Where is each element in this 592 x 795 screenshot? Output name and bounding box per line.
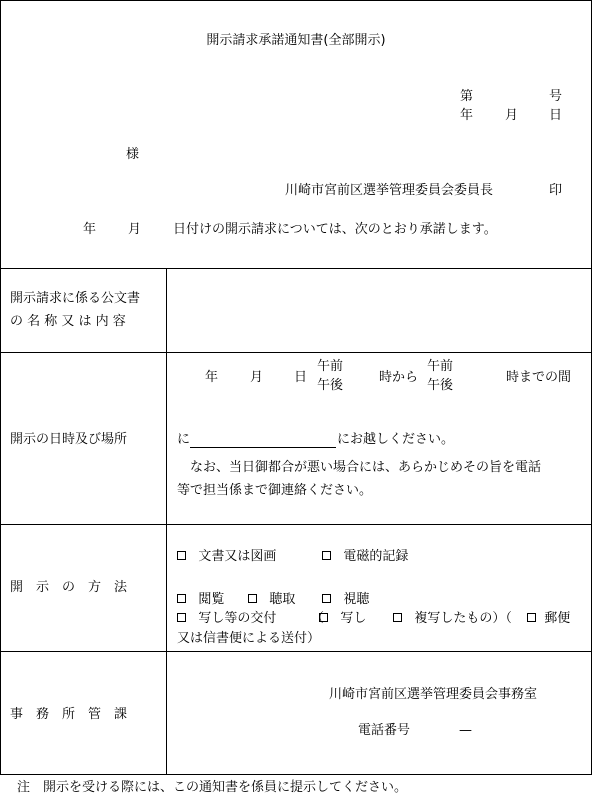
office-label: 事 務 所 管 課 xyxy=(10,707,128,722)
please-come-text: にお越しください。 xyxy=(337,432,455,447)
row-divider xyxy=(0,524,592,525)
until-hour-label: 時までの間 xyxy=(506,370,572,385)
end-pm-label: 午後 xyxy=(427,378,454,393)
option-listen-label: 聴取 xyxy=(269,592,296,607)
option-read-label: 閲覧 xyxy=(198,592,225,607)
checkbox-duplicate[interactable] xyxy=(393,613,402,622)
option-listen xyxy=(248,593,295,606)
checkbox-view[interactable] xyxy=(322,594,331,603)
place-blank-line xyxy=(190,447,336,448)
office-name: 川崎市宮前区選挙管理委員会事務室 xyxy=(329,687,538,702)
date-day-label: 日 xyxy=(549,108,563,123)
option-copy xyxy=(319,612,366,625)
intro-text: 日付けの開示請求については、次のとおり承諾します。 xyxy=(173,222,497,237)
seal-mark: 印 xyxy=(549,183,563,198)
option-electronic-label: 電磁的記録 xyxy=(343,549,409,564)
row-divider xyxy=(0,651,592,652)
number-gou: 号 xyxy=(549,89,563,104)
document-name-label-line2: の 名 称 又 は 内 容 xyxy=(10,314,126,329)
start-ampm-stack xyxy=(317,357,343,395)
option-read xyxy=(177,593,224,606)
phone-dash: — xyxy=(459,723,472,738)
intro-year-label: 年 xyxy=(83,222,97,237)
start-am-label: 午前 xyxy=(317,359,344,374)
visit-month-label: 月 xyxy=(250,370,264,385)
option-copy-delivery xyxy=(177,612,276,625)
intro-month-label: 月 xyxy=(128,222,142,237)
option-mail-label: 郵便 xyxy=(544,611,571,626)
checkbox-electronic[interactable] xyxy=(322,551,331,560)
method-label: 開 示 の 方 法 xyxy=(10,580,128,595)
start-pm-label: 午後 xyxy=(317,378,344,393)
option-electronic xyxy=(322,550,408,563)
visit-year-label: 年 xyxy=(205,370,219,385)
checkbox-copy-delivery[interactable] xyxy=(177,613,186,622)
number-dai: 第 xyxy=(460,89,474,104)
checkbox-copy[interactable] xyxy=(319,613,328,622)
datetime-place-label: 開示の日時及び場所 xyxy=(10,432,128,447)
date-month-label: 月 xyxy=(505,108,519,123)
option-copy-delivery-label: 写し等の交付 xyxy=(198,611,277,626)
mail-line2: 又は信書便による送付） xyxy=(177,631,321,646)
checkbox-read[interactable] xyxy=(177,594,186,603)
option-duplicate-label: 複写したもの）（ xyxy=(414,611,512,626)
document-name-label-line1: 開示請求に係る公文書 xyxy=(10,291,141,306)
note-line2: 等で担当係まで御連絡ください。 xyxy=(177,483,373,498)
row-divider xyxy=(0,268,592,269)
option-view xyxy=(322,593,369,606)
place-ni: に xyxy=(177,432,191,447)
checkbox-mail[interactable] xyxy=(527,613,536,622)
end-ampm-stack xyxy=(427,357,453,395)
visit-day-label: 日 xyxy=(294,370,308,385)
checkbox-listen[interactable] xyxy=(248,594,257,603)
option-document xyxy=(177,550,276,563)
form-title: 開示請求承諾通知書(全部開示) xyxy=(206,33,386,48)
option-view-label: 視聴 xyxy=(343,592,370,607)
date-year-label: 年 xyxy=(460,108,474,123)
sender-name: 川崎市宮前区選挙管理委員会委員長 xyxy=(285,183,494,198)
column-divider xyxy=(166,268,167,775)
from-hour-label: 時から xyxy=(379,370,419,385)
option-document-label: 文書又は図画 xyxy=(198,549,277,564)
paren-open: （ xyxy=(311,611,325,626)
footer-note: 注 開示を受ける際には、この通知書を係員に提示してください。 xyxy=(17,780,408,795)
end-am-label: 午前 xyxy=(427,359,454,374)
option-mail xyxy=(527,612,570,625)
addressee-sama: 様 xyxy=(126,147,140,162)
note-line1: なお、当日御都合が悪い場合には、あらかじめその旨を電話 xyxy=(190,460,542,475)
row-divider xyxy=(0,352,592,353)
phone-label: 電話番号 xyxy=(358,723,411,738)
option-copy-label: 写し xyxy=(340,611,367,626)
option-duplicate xyxy=(393,612,512,625)
checkbox-document[interactable] xyxy=(177,551,186,560)
